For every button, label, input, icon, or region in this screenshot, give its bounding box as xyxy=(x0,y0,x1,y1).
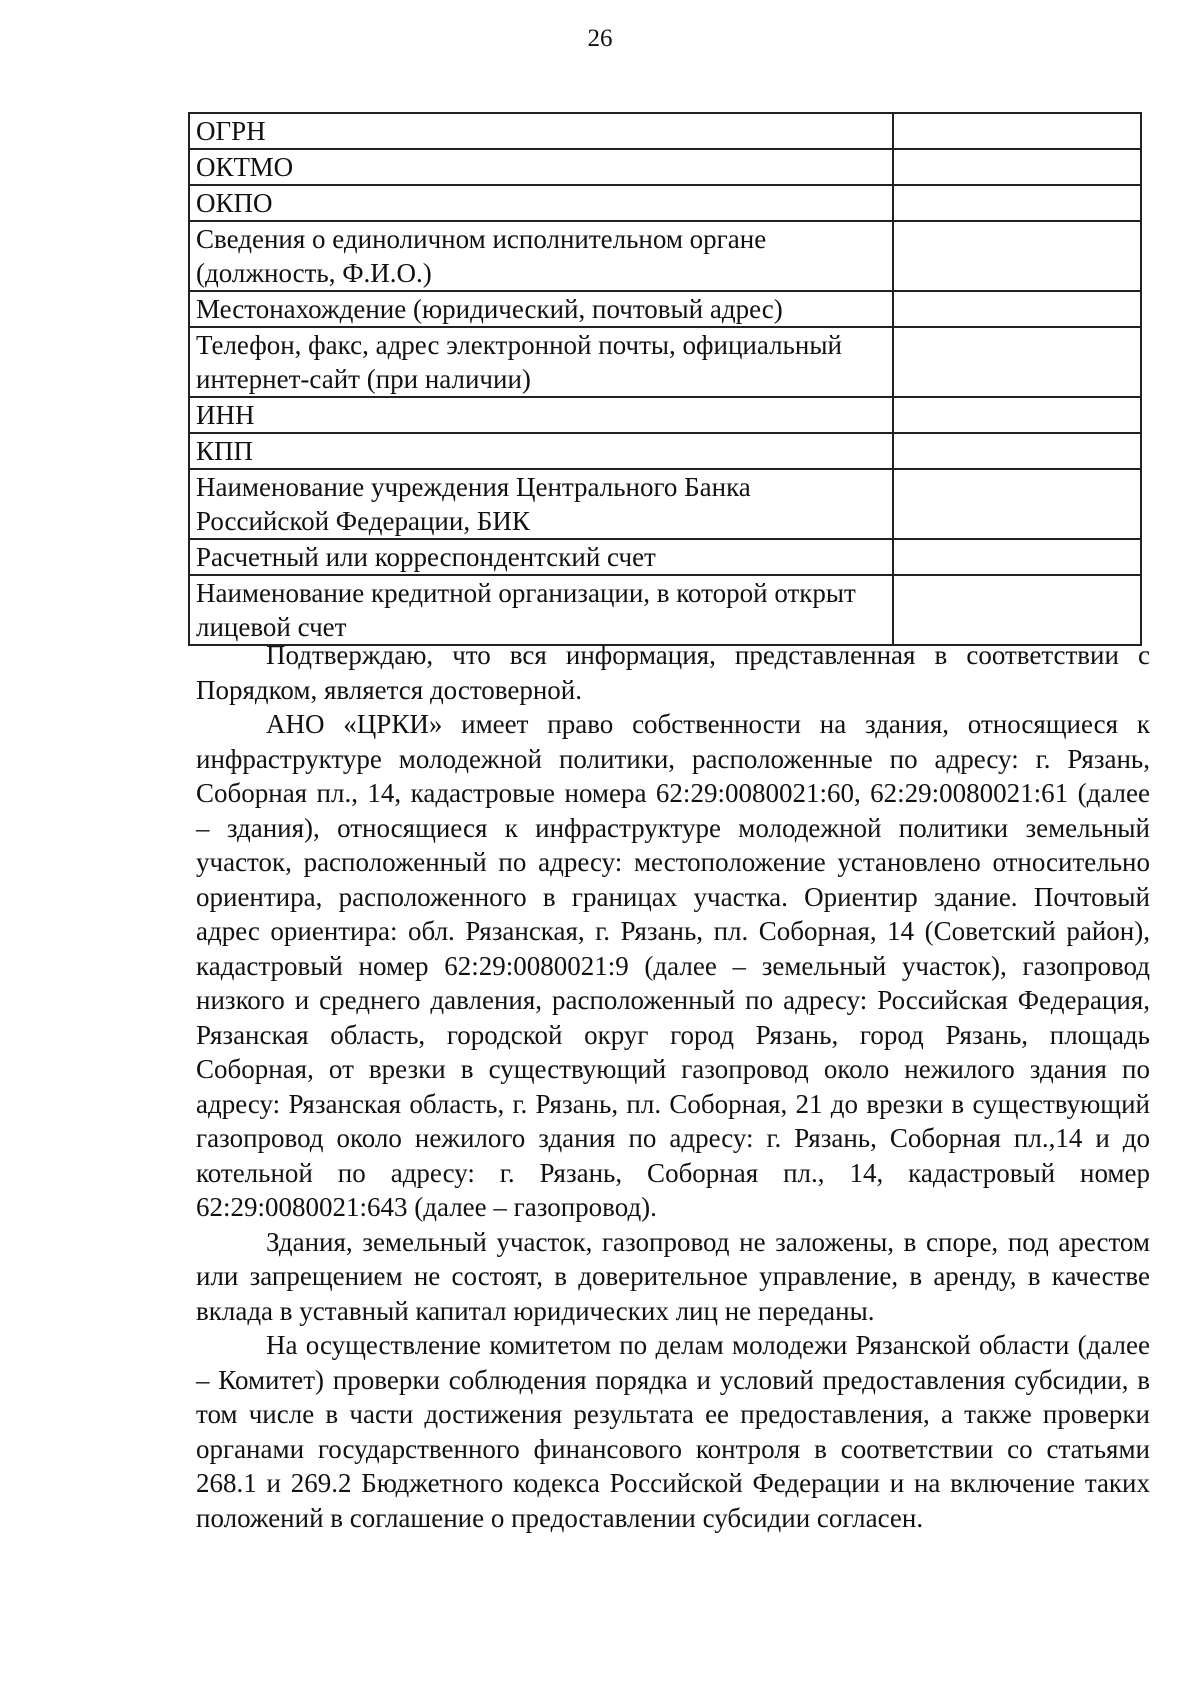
row-label-kpp: КПП xyxy=(189,433,893,469)
row-label-inn: ИНН xyxy=(189,397,893,433)
table-row xyxy=(189,221,1141,291)
row-value-okpo xyxy=(893,185,1141,221)
table-row xyxy=(189,539,1141,575)
paragraph-consent: На осуществление комитетом по делам молодежи Рязанской области (далее – Комитет) проверки соблюдения порядка и условий предоставления субсидии, в том числе в части достижения результата ее предоставления, а также проверки органами государственного финансового контроля в соответствии со статьями 268.1 и 269.2 Бюджетного кодекса Российской Федерации и на включение таких положений в соглашение о предоставлении субсидии согласен. xyxy=(196,1330,1150,1533)
row-label-ogrn: ОГРН xyxy=(189,113,893,149)
table-row xyxy=(189,327,1141,397)
row-value-kpp xyxy=(893,433,1141,469)
row-value-executive xyxy=(893,221,1141,291)
table-row xyxy=(189,469,1141,539)
table-row xyxy=(189,185,1141,221)
row-label-contacts: Телефон, факс, адрес электронной почты, официальный интернет-сайт (при наличии) xyxy=(189,327,893,397)
row-label-account: Расчетный или корреспондентский счет xyxy=(189,539,893,575)
row-value-contacts xyxy=(893,327,1141,397)
table-row xyxy=(189,149,1141,185)
paragraph-encumbrance: Здания, земельный участок, газопровод не заложены, в споре, под арестом или запрещением не состоят, в доверительное управление, в аренду, в качестве вклада в уставный капитал юридических лиц не переданы. xyxy=(196,1226,1150,1326)
row-label-address: Местонахождение (юридический, почтовый адрес) xyxy=(189,291,893,327)
row-value-account xyxy=(893,539,1141,575)
row-label-okpo: ОКПО xyxy=(189,185,893,221)
table-row xyxy=(189,575,1141,645)
row-value-credit-org xyxy=(893,575,1141,645)
info-table xyxy=(188,112,1142,646)
row-value-address xyxy=(893,291,1141,327)
table-row xyxy=(189,433,1141,469)
paragraph-confirmation: Подтверждаю, что вся информация, представленная в соответствии с Порядком, является достоверной. xyxy=(196,640,1150,705)
table-row xyxy=(189,291,1141,327)
row-label-oktmo: ОКТМО xyxy=(189,149,893,185)
row-value-ogrn xyxy=(893,113,1141,149)
paragraph-property: АНО «ЦРКИ» имеет право собственности на здания, относящиеся к инфраструктуре молодежной политики, расположенные по адресу: г. Рязань, Соборная пл., 14, кадастровые номера 62:29:0080021:60, 62:29:0080021:61 (далее – здания), относящиеся к инфраструктуре молодежной политики земельный участок, расположенный по адресу: местоположение установлено относительно ориентира, расположенного в границах участка. Ориентир здание. Почтовый адрес ориентира: обл. Рязанская, г. Рязань, пл. Соборная, 14 (Советский район), кадастровый номер 62:29:0080021:9 (далее – земельный участок), газопровод низкого и среднего давления, расположенный по адресу: Российская Федерация, Рязанская область, городской округ город Рязань, город Рязань, площадь Соборная, от врезки в существующий газопровод около нежилого здания по адресу: Рязанская область, г. Рязань, пл. Соборная, 21 до врезки в существующий газопровод около нежилого здания по адресу: г. Рязань, Соборная пл.,14 и до котельной по адресу: г. Рязань, Соборная пл., 14, кадастровый номер 62:29:0080021:643 (далее – газопровод). xyxy=(196,709,1150,1222)
row-label-executive: Сведения о единоличном исполнительном органе (должность, Ф.И.О.) xyxy=(189,221,893,291)
table-row xyxy=(189,113,1141,149)
row-label-bank-bik: Наименование учреждения Центрального Банка Российской Федерации, БИК xyxy=(189,469,893,539)
row-label-credit-org: Наименование кредитной организации, в которой открыт лицевой счет xyxy=(189,575,893,645)
row-value-bank-bik xyxy=(893,469,1141,539)
page-number: 26 xyxy=(587,25,613,52)
document-body xyxy=(196,638,1150,1535)
row-value-inn xyxy=(893,397,1141,433)
row-value-oktmo xyxy=(893,149,1141,185)
table-row xyxy=(189,397,1141,433)
